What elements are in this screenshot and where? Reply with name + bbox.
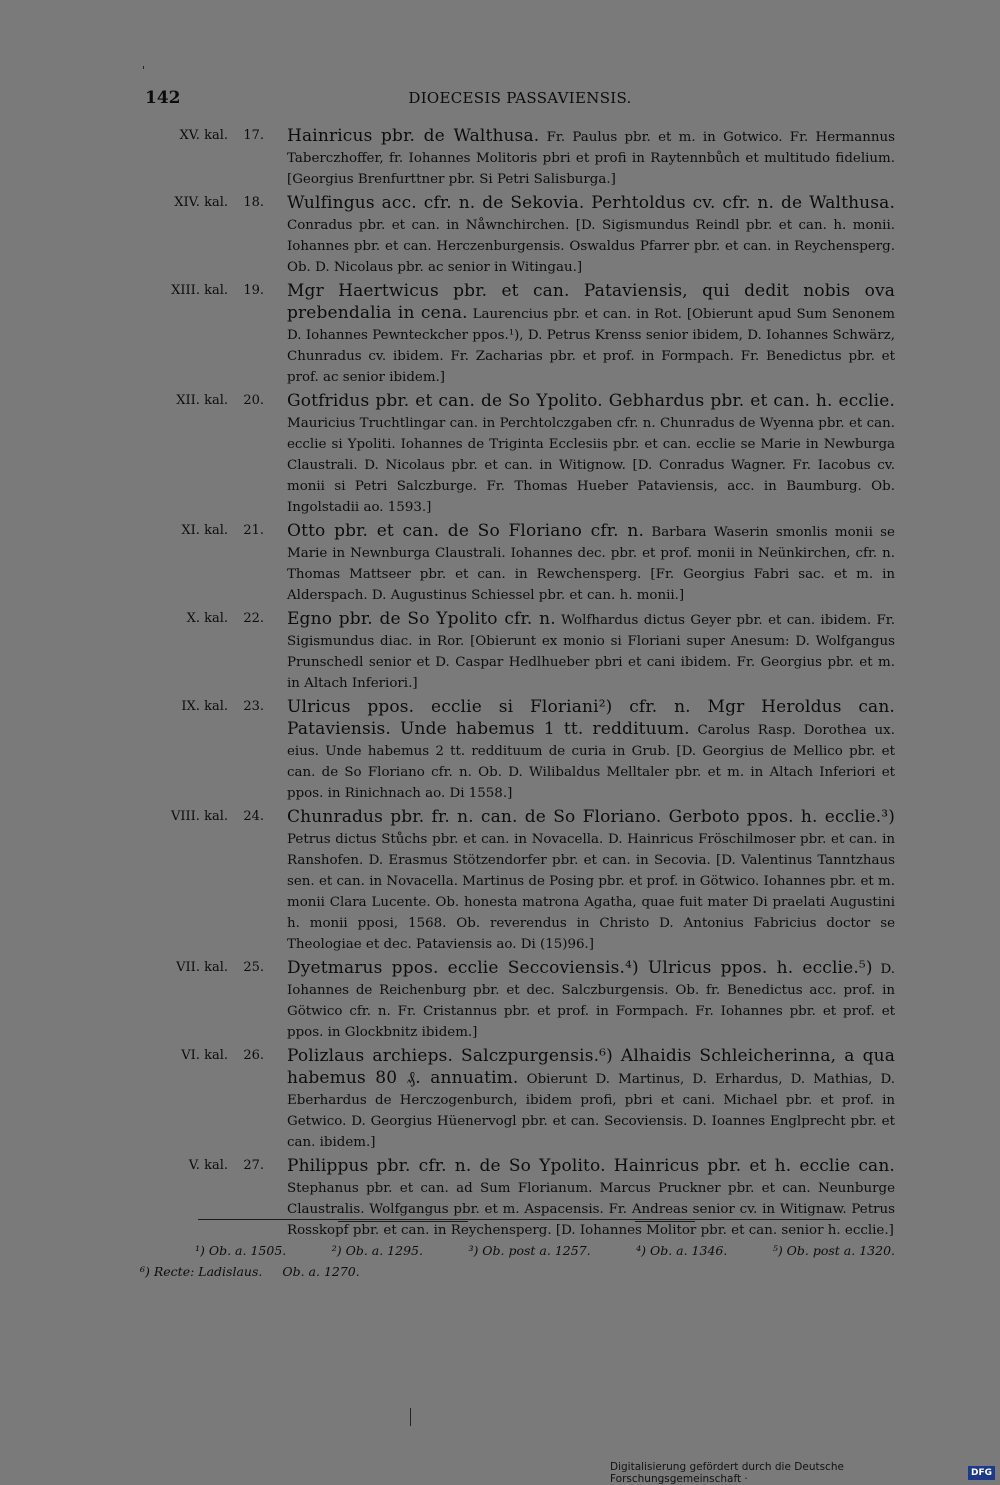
entry-lead: Ulricus ppos. ecclie si Floriani²) cfr. n. Mgr Heroldus can. Pataviensis. Unde habemus 1 tt. reddituum. — [287, 697, 895, 739]
entry-body: Carolus Rasp. Dorothea ux. eius. Unde habemus 2 tt. reddituum de curia in Grub. [D. Georgius de Mellico pbr. et can. de So Floriano cfr. n. Ob. D. Wilibaldus Melltaler pbr. et m. in Altach Inferiori et ppos. in Rinichnach ao. Di 1558.] — [287, 723, 895, 801]
entry-body: Obierunt D. Martinus, D. Erhardus, D. Mathias, D. Eberhardus de Herczogenburch, ibidem profi, pbri et cani. Michael pbr. et prof. in Getwico. D. Georgius Hüenervogl pbr. et can. Secoviensis. D. Ioannes Englprecht pbr. et can. ibidem.] — [287, 1072, 895, 1150]
dfg-funding-banner — [610, 1461, 995, 1485]
footnote: Ob. a. 1270. — [282, 1264, 360, 1279]
entry-lead: Hainricus pbr. de Walthusa. — [287, 126, 540, 146]
footnote-rule-mark — [635, 1221, 695, 1222]
entry-body: Fr. Paulus pbr. et m. in Gotwico. Fr. Hermannus Taberczhoffer, fr. Iohannes Molitoris pbri et profi in Raytennbůch et multitudo fidelium. [Georgius Brenfurttner pbr. Si Petri Salisburga.] — [287, 130, 895, 187]
entry-lead: Gotfridus pbr. et can. de So Ypolito. Gebhardus pbr. et can. h. ecclie. — [287, 391, 895, 411]
entry-lead: Otto pbr. et can. de So Floriano cfr. n. — [287, 521, 645, 541]
footnote-line — [140, 1264, 895, 1285]
entry-body: Petrus dictus Stůchs pbr. et can. in Novacella. D. Hainricus Fröschilmoser pbr. et can. in Ranshofen. D. Erasmus Stötzendorfer pbr. et can. in Secovia. [D. Valentinus Tanntzhaus sen. et can. in Novacella. Martinus de Posing pbr. et prof. in Götwico. Iohannes pbr. et m. monii Clara Lucente. Ob. honesta matrona Agatha, quae fuit mater Di praelati Augustini h. monii pposi, 1568. Ob. reverendus in Christo D. Antonius Fabricius doctor se Theologiae et dec. Pataviensis ao. Di (15)96.] — [287, 832, 895, 952]
calendar-entries — [140, 126, 895, 1244]
calendar-entry — [140, 609, 895, 694]
entry-body: Barbara Waserin smonlis monii se Marie in Newnburga Claustrali. Iohannes dec. pbr. et prof. monii in Neünkirchen, cfr. n. Thomas Mattseer pbr. et can. in Rewchensperg. [Fr. Georgius Fabri sac. et m. in Alderspach. D. Augustinus Schiessel pbr. et can. h. monii.] — [287, 525, 895, 603]
entry-text — [287, 193, 895, 278]
entry-lead: Polizlaus archieps. Salczpurgensis.⁶) Alhaidis Schleicherinna, a qua habemus 80 ₰. annuatim. — [287, 1046, 895, 1088]
kalend-date: VII. kal. — [176, 960, 228, 975]
banner-text: Digitalisierung gefördert durch die Deutsche Forschungsgemeinschaft · — [610, 1461, 844, 1485]
dfg-logo: DFG — [968, 1466, 995, 1480]
calendar-entry — [140, 126, 895, 190]
kalend-date: X. kal. — [186, 611, 228, 626]
entry-lead: Philippus pbr. cfr. n. de So Ypolito. Hainricus pbr. et h. ecclie can. — [287, 1156, 895, 1176]
day-number: 21. — [243, 523, 264, 538]
calendar-entry — [140, 807, 895, 955]
scan-mark — [143, 66, 144, 69]
day-number: 26. — [243, 1048, 264, 1063]
footnote: ²) Ob. a. 1295. — [331, 1243, 423, 1258]
calendar-entry — [140, 391, 895, 518]
entry-body: Stephanus pbr. et can. ad Sum Florianum. Marcus Pruckner pbr. et can. Neunburge Claustralis. Wolfgangus pbr. et m. Aspacensis. Fr. Andreas senior cv. in Witignaw. Petrus Rosskopf pbr. et can. in Reychensperg. [D. Iohannes Molitor pbr. et can. senior h. ecclie.] — [287, 1181, 895, 1238]
day-number: 27. — [243, 1158, 264, 1173]
footnote: ³) Ob. post a. 1257. — [468, 1243, 591, 1258]
footnote-rule-mark — [338, 1221, 468, 1222]
day-number: 19. — [243, 283, 264, 298]
kalend-date: XI. kal. — [181, 523, 228, 538]
calendar-entry — [140, 1046, 895, 1153]
kalend-date: XIII. kal. — [171, 283, 228, 298]
entry-text — [287, 609, 895, 694]
entry-body: Laurencius pbr. et can. in Rot. [Obierunt apud Sum Senonem D. Iohannes Pewnteckcher ppos.¹), D. Petrus Krenss senior ibidem, D. Iohannes Schwärz, Chunradus cv. ibidem. Fr. Zacharias pbr. et prof. in Formpach. Fr. Benedictus pbr. et prof. ac senior ibidem.] — [287, 307, 895, 385]
calendar-entry — [140, 1156, 895, 1241]
day-number: 18. — [243, 195, 264, 210]
entry-body: D. Iohannes de Reichenburg pbr. et dec. Salczburgensis. Ob. fr. Benedictus acc. prof. in Götwico cfr. n. Fr. Cristannus pbr. et prof. in Formpach. Fr. Iohannes pbr. et prof. et ppos. in Glockbnitz ibidem.] — [287, 962, 895, 1040]
entry-body: Conradus pbr. et can. in Nåwnchirchen. [D. Sigismundus Reindl pbr. et can. h. monii. Iohannes pbr. et can. Herczenburgensis. Oswaldus Pfarrer pbr. et can. in Reychensperg. Ob. D. Nicolaus pbr. ac senior in Witingau.] — [287, 218, 895, 275]
entry-body: Wolfhardus dictus Geyer pbr. et can. ibidem. Fr. Sigismundus diac. in Ror. [Obierunt ex monio si Floriani super Anesum: D. Wolfgangus Prunschedl senior et D. Caspar Hedlhueber pbri et cani ibidem. Fr. Georgius pbr. et m. in Altach Inferiori.] — [287, 613, 895, 691]
kalend-date: VIII. kal. — [171, 809, 228, 824]
running-title: DIOECESIS PASSAVIENSIS. — [408, 89, 632, 107]
footnote: ⁶) Recte: Ladislaus. — [140, 1264, 263, 1279]
entry-text — [287, 521, 895, 606]
footnote: ¹) Ob. a. 1505. — [195, 1243, 287, 1258]
entry-text — [287, 126, 895, 190]
entry-lead: Chunradus pbr. fr. n. can. de So Floriano. Gerboto ppos. h. ecclie.³) — [287, 807, 895, 827]
page-header — [145, 88, 895, 114]
entry-lead: Wulfingus acc. cfr. n. de Sekovia. Perhtoldus cv. cfr. n. de Walthusa. — [287, 193, 895, 213]
page-number: 142 — [145, 88, 181, 108]
day-number: 24. — [243, 809, 264, 824]
entry-lead: Egno pbr. de So Ypolito cfr. n. — [287, 609, 556, 629]
kalend-date: XIV. kal. — [174, 195, 228, 210]
calendar-entry — [140, 521, 895, 606]
scan-mark — [410, 1408, 411, 1426]
day-number: 20. — [243, 393, 264, 408]
day-number: 17. — [243, 128, 264, 143]
entry-text — [287, 281, 895, 388]
entry-text — [287, 1046, 895, 1153]
footnote-line — [140, 1243, 895, 1264]
entry-text — [287, 1156, 895, 1241]
entry-text — [287, 958, 895, 1043]
calendar-entry — [140, 281, 895, 388]
entry-text — [287, 391, 895, 518]
entry-text — [287, 697, 895, 804]
entry-body: Mauricius Truchtlingar can. in Perchtolczgaben cfr. n. Chunradus de Wyenna pbr. et can. ecclie si Ypoliti. Iohannes de Triginta Ecclesiis pbr. et can. ecclie se Marie in Newburga Claustrali. D. Nicolaus pbr. et can. in Witignow. [D. Conradus Wagner. Fr. Iacobus cv. monii si Petri Salczburge. Fr. Thomas Hueber Pataviensis, acc. in Baumburg. Ob. Ingolstadii ao. 1593.] — [287, 416, 895, 515]
day-number: 22. — [243, 611, 264, 626]
day-number: 23. — [243, 699, 264, 714]
calendar-entry — [140, 958, 895, 1043]
kalend-date: XV. kal. — [179, 128, 228, 143]
calendar-entry — [140, 697, 895, 804]
calendar-entry — [140, 193, 895, 278]
kalend-date: V. kal. — [188, 1158, 228, 1173]
kalend-date: IX. kal. — [181, 699, 228, 714]
footnote-rule — [198, 1219, 840, 1223]
kalend-date: XII. kal. — [176, 393, 228, 408]
footnotes — [140, 1243, 895, 1285]
entry-text — [287, 807, 895, 955]
entry-lead: Dyetmarus ppos. ecclie Seccoviensis.⁴) Ulricus ppos. h. ecclie.⁵) — [287, 958, 873, 978]
day-number: 25. — [243, 960, 264, 975]
footnote: ⁴) Ob. a. 1346. — [636, 1243, 728, 1258]
entry-lead: Mgr Haertwicus pbr. et can. Pataviensis, qui dedit nobis ova prebendalia in cena. — [287, 281, 895, 323]
kalend-date: VI. kal. — [181, 1048, 228, 1063]
footnote-rule-line — [198, 1219, 840, 1220]
footnote: ⁵) Ob. post a. 1320. — [772, 1243, 895, 1258]
